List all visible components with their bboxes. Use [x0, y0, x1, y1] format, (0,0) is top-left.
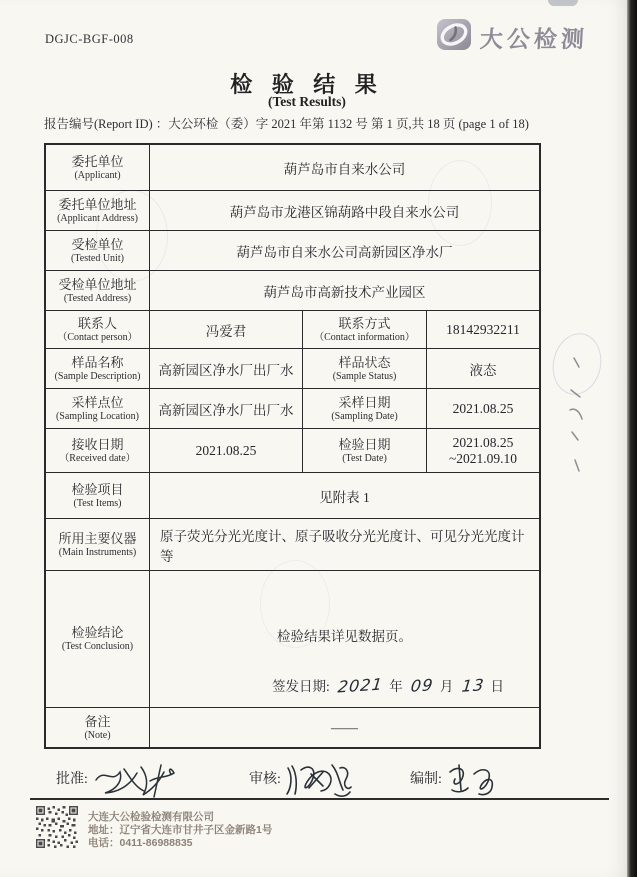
handwritten-month: 09 [410, 675, 435, 696]
label-en: (Test Conclusion) [61, 641, 134, 652]
label-cell [46, 271, 150, 310]
doc-code: DGJC-BGF-008 [45, 32, 134, 46]
label-cn: 联系方式 [338, 315, 391, 331]
label-cell [46, 571, 150, 707]
label-cn: 样品名称 [71, 354, 124, 370]
value-text: 液态 [469, 362, 497, 378]
handwritten-year: 2021 [336, 674, 385, 697]
label-cn: 受检单位地址 [58, 276, 137, 292]
row-sampling [46, 388, 539, 428]
value-cell [150, 473, 539, 518]
value-text-line2: ~2021.09.10 [448, 450, 518, 466]
label-en: （Contact person） [57, 331, 138, 343]
day-suffix: 日 [490, 679, 504, 694]
footer-company: 大连大公检验检测有限公司 [88, 811, 214, 823]
label-cn: 样品状态 [338, 354, 391, 370]
label-cell [303, 349, 427, 388]
footer-address: 地址：辽宁省大连市甘井子区金新路1号 [88, 824, 273, 836]
label-cell [46, 349, 150, 388]
label-cn: 采样点位 [71, 394, 124, 410]
prepare-label: 编制: [410, 772, 442, 787]
label-cell [46, 145, 150, 190]
value-text: 2021.08.25 [452, 400, 514, 416]
row-tested-address [46, 270, 539, 310]
value-cell [427, 389, 539, 428]
value-text: 葫芦岛市龙港区锦葫路中段自来水公司 [229, 204, 460, 220]
value-cell [150, 429, 303, 472]
logo-mark-icon [436, 18, 472, 56]
review-signature-block [249, 760, 353, 800]
row-tested-unit [46, 230, 539, 270]
label-cell [46, 389, 150, 428]
sign-date-line [272, 675, 507, 695]
row-sample [46, 348, 539, 388]
value-text: 见附表 1 [319, 489, 370, 505]
label-cn: 委托单位 [71, 153, 124, 169]
footer-phone: 电话：0411-86988835 [88, 837, 193, 849]
qr-code-icon [34, 806, 80, 853]
value-text: 2021.08.25 [195, 442, 257, 458]
value-text: 葫芦岛市自来水公司 [283, 161, 406, 177]
label-en: (Sample Status) [332, 370, 397, 382]
value-text: 葫芦岛市高新技术产业园区 [263, 284, 426, 300]
row-applicant [46, 145, 539, 190]
label-cell [46, 473, 150, 518]
prepare-signature-block [410, 760, 500, 800]
label-cn: 联系人 [77, 315, 117, 331]
month-suffix: 月 [439, 679, 454, 694]
row-conclusion [46, 570, 539, 707]
approve-signature-block [56, 760, 178, 800]
label-cell [46, 708, 150, 747]
label-cn: 备注 [84, 713, 111, 729]
label-en: (Main Instruments) [58, 546, 137, 558]
row-received [46, 428, 539, 472]
label-cn: 检验日期 [338, 436, 391, 452]
label-cn: 接收日期 [71, 436, 124, 452]
scan-smudge [548, 0, 578, 6]
label-cell [303, 311, 427, 348]
label-en: (Applicant Address) [57, 212, 138, 224]
label-cn: 检验项目 [71, 481, 124, 497]
label-en: (Note) [84, 729, 111, 741]
label-cell [46, 429, 150, 472]
row-applicant-address [46, 190, 539, 230]
label-en: (Applicant) [74, 169, 121, 181]
label-en: (Sampling Date) [331, 410, 398, 422]
logo-wordmark: 大公检测 [479, 26, 589, 52]
handwritten-day: 13 [460, 675, 486, 696]
report-title-en: (Test Results) [268, 94, 346, 109]
label-cell [46, 519, 150, 570]
label-cn: 委托单位地址 [58, 196, 137, 212]
scanner-black-edge [627, 0, 637, 877]
label-cn: 所用主要仪器 [58, 530, 137, 546]
value-cell [150, 349, 303, 388]
value-text-line1: 2021.08.25 [452, 434, 514, 450]
label-en: (Sampling Location) [55, 410, 140, 422]
label-en: (Tested Unit) [71, 252, 124, 264]
year-suffix: 年 [389, 679, 403, 694]
approve-label: 批准: [56, 772, 88, 787]
label-cn: 采样日期 [338, 394, 391, 410]
value-text: —— [331, 719, 358, 735]
report-title: 检 验 结 果 [230, 72, 384, 97]
label-en: （Contact information） [314, 331, 415, 343]
company-logo [436, 18, 588, 56]
row-note [46, 707, 539, 747]
label-cell [46, 191, 150, 230]
value-cell [150, 231, 539, 270]
label-cell [46, 311, 150, 348]
row-test-items [46, 472, 539, 518]
label-en: (Test Date) [342, 452, 387, 464]
value-text: 葫芦岛市自来水公司高新园区净水厂 [236, 244, 453, 260]
label-cell [46, 231, 150, 270]
report-id-line: 报告编号(Report ID) ：大公环检（委）字 2021 年第 1132 号 第 1 页,共 18 页 (page 1 of 18) [44, 117, 529, 131]
value-text: 高新园区净水厂出厂水 [158, 402, 294, 418]
label-cell [303, 429, 427, 472]
review-label: 审核: [249, 772, 281, 787]
footer-divider [30, 798, 609, 800]
value-text: 18142932211 [446, 321, 520, 337]
value-cell [150, 389, 303, 428]
info-table [44, 143, 541, 749]
label-en: (Sample Description) [54, 370, 141, 382]
conclusion-text: 检验结果详见数据页。 [277, 629, 412, 644]
row-contact [46, 310, 539, 348]
label-en: (Tested Address) [63, 292, 132, 304]
label-cn: 检验结论 [71, 625, 124, 640]
label-en: （Received date） [59, 452, 136, 464]
value-cell [150, 311, 303, 348]
row-instruments [46, 518, 539, 570]
label-cell [303, 389, 427, 428]
value-text: 冯爱君 [205, 323, 247, 339]
value-cell [427, 429, 539, 472]
value-text: 高新园区净水厂出厂水 [158, 362, 294, 378]
value-cell [150, 145, 539, 190]
value-cell [150, 571, 539, 707]
value-cell [427, 311, 539, 348]
value-cell [150, 519, 539, 570]
label-cn: 受检单位 [71, 236, 124, 252]
value-text: 原子荧光分光光度计、原子吸收分光光度计、可见分光光度计等 [160, 528, 525, 564]
value-cell [150, 708, 539, 747]
footer-company-info [88, 811, 272, 850]
value-cell [150, 191, 539, 230]
label-en: (Test Items) [73, 497, 122, 509]
value-cell [150, 271, 539, 310]
value-cell [427, 349, 539, 388]
sign-date-label: 签发日期: [272, 679, 330, 694]
margin-pencil-marks [562, 352, 588, 482]
